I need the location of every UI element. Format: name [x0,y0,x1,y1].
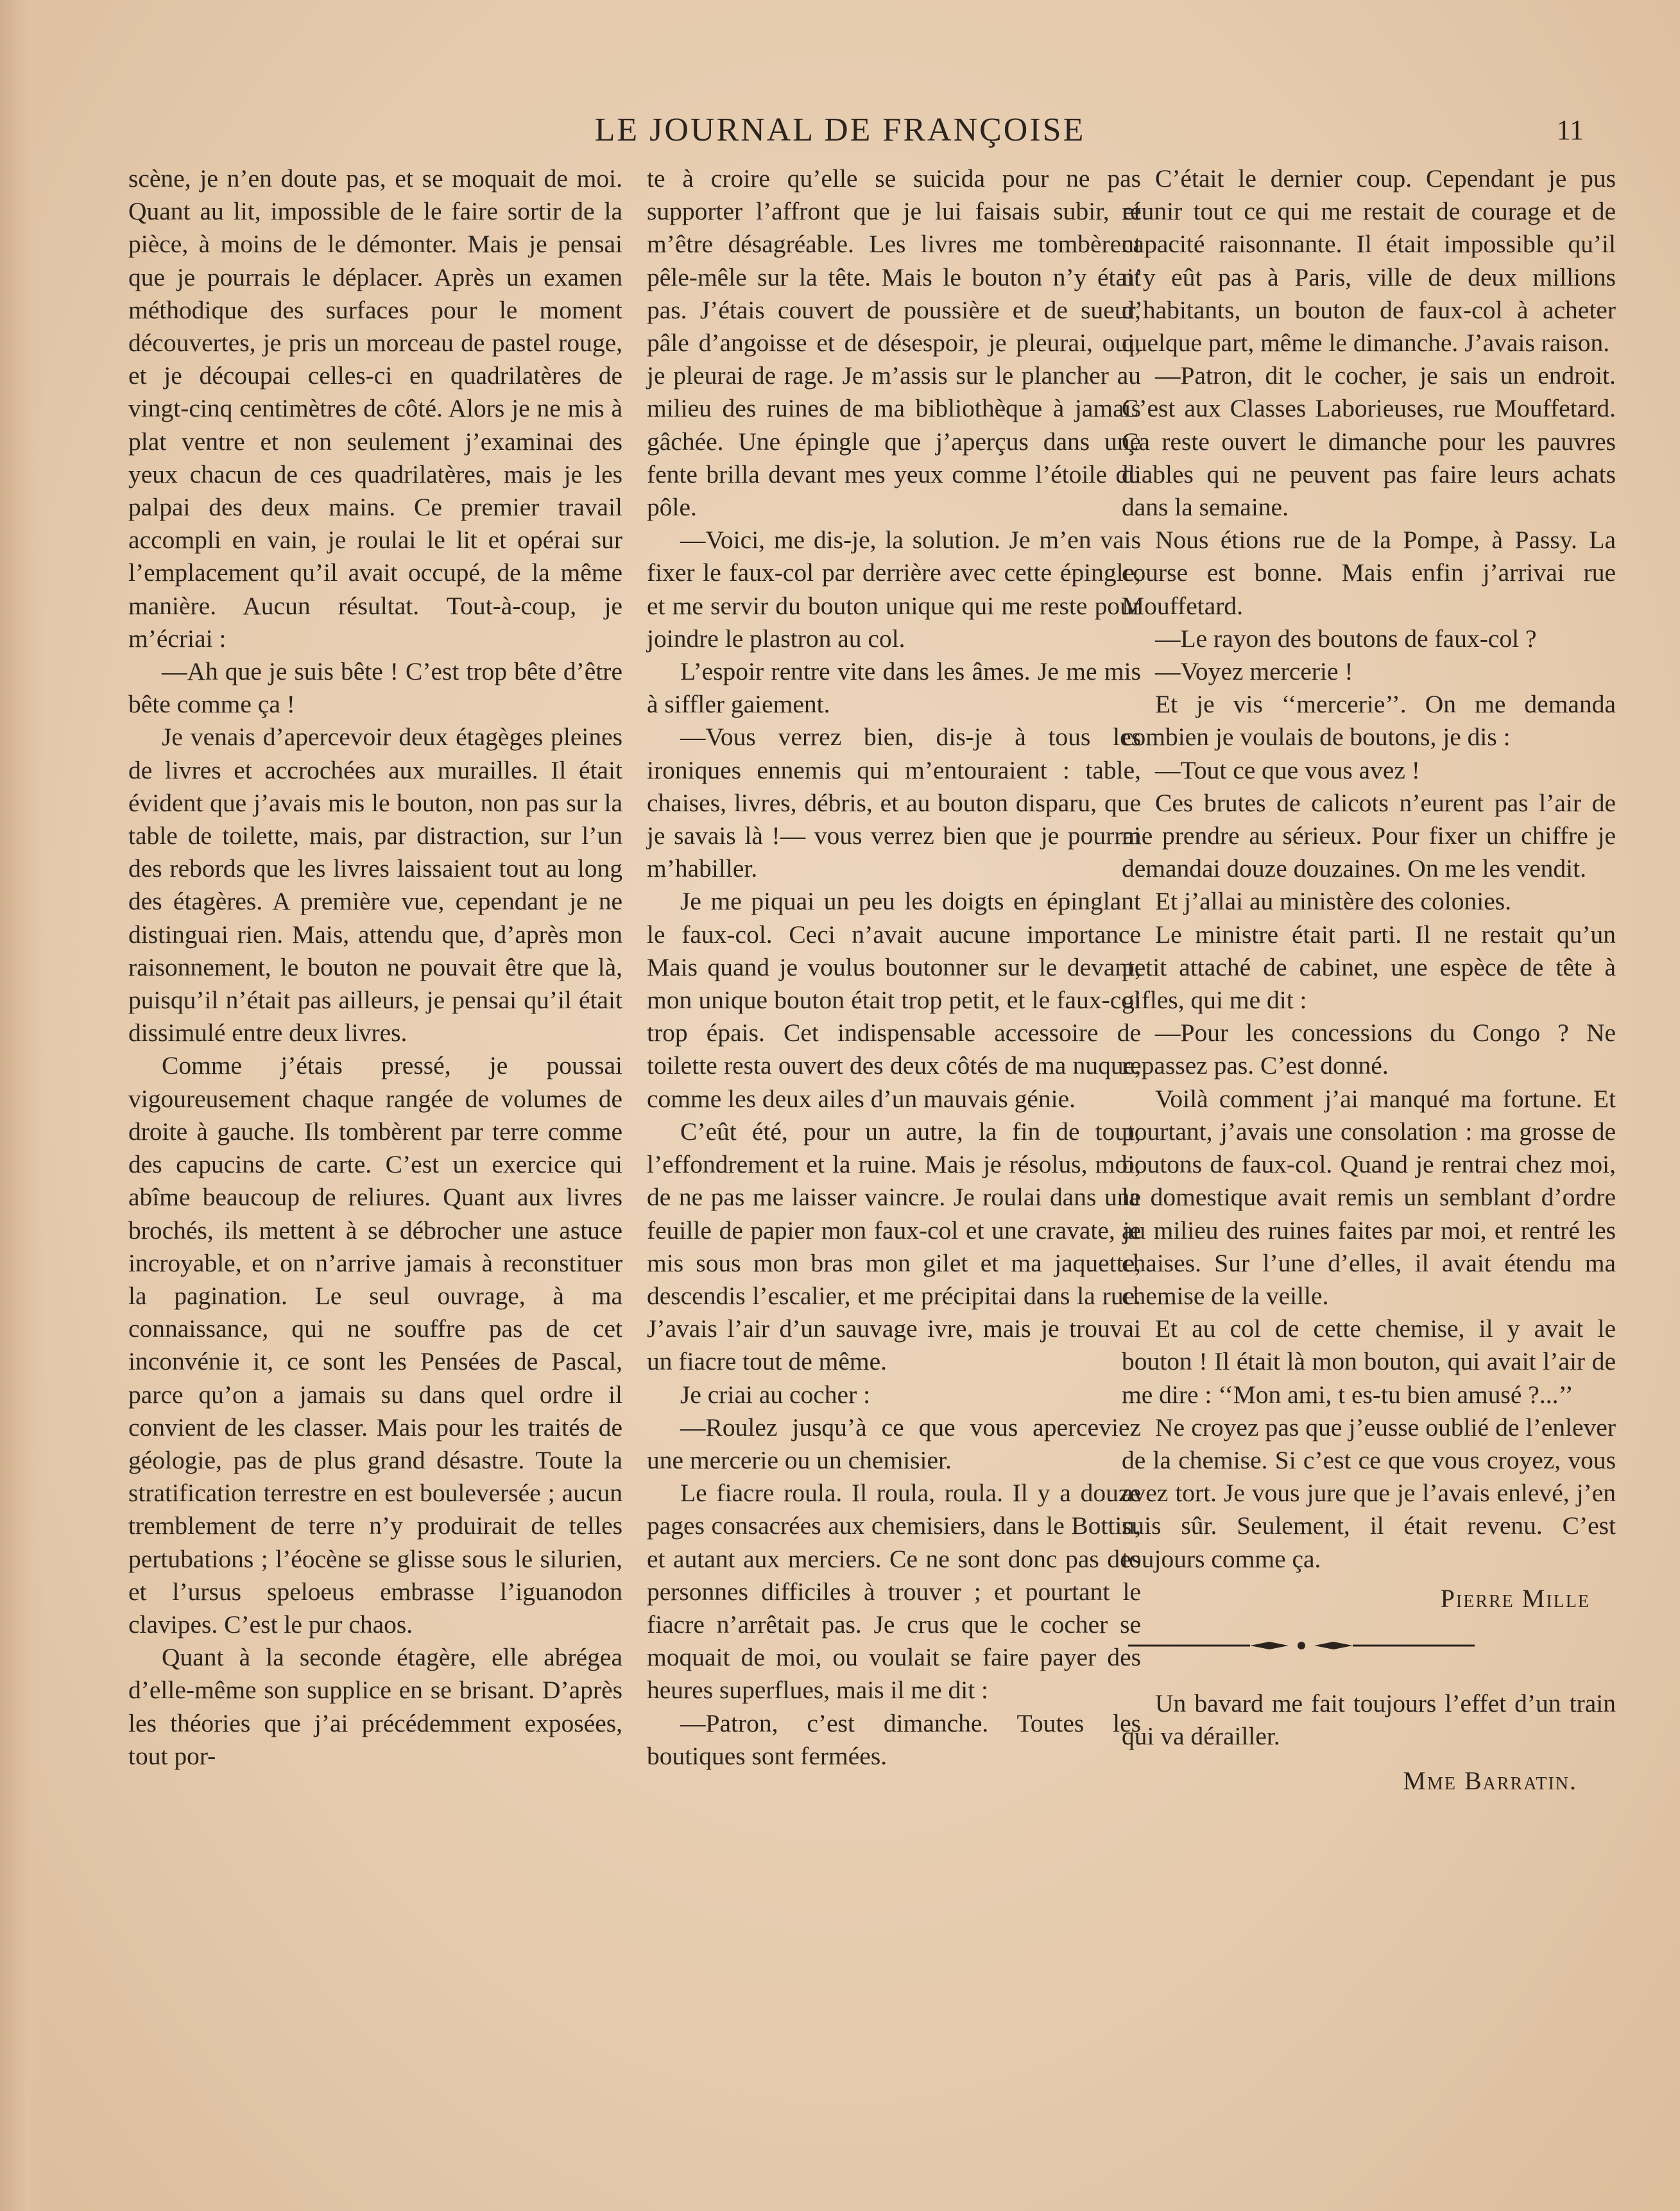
paragraph: Et j’allai au ministère des colonies. [1155,887,1512,916]
paragraph: —Voyez mercerie ! [1155,657,1353,686]
paragraph: L’espoir rentre vite dans les âmes. Je me mis à siffler gaiement. [647,657,1141,719]
article-column-3 [1122,162,1616,1797]
paragraph: C’eût été, pour un autre, la fin de tout, l’effondrement et la ruine. Mais je résolus, moi, de ne pas me laisser vaincre. Je roulai dans une feuille de papier mon faux-col et une cravate, je mis sous mon bras mon gilet et ma jaquette, descendis l’escalier, et me précipitai dans la rue. J’avais l’air d’un sauvage ivre, mais je trouvai un fiacre tout de même. [647,1117,1141,1376]
page-binding-edge [0,0,45,2211]
paragraph: —Tout ce que vous avez ! [1155,755,1420,784]
paragraph: Quant à la seconde étagère, elle abrégea d’elle-même son supplice en se brisant. D’après les théories que j’ai précédemment exposées, tout por- [128,1643,622,1770]
paragraph: scène, je n’en doute pas, et se moquait de moi. Quant au lit, impossible de le faire sortir de la pièce, à moins de le démonter. Mais je pensai que je pourrais le déplacer. Après un examen méthodique des surfaces pour le moment découvertes, je pris un morceau de pastel rouge, et je découpai celles-ci en quadrilatères de vingt-cinq centimètres de côté. Alors je ne mis à plat ventre et non seulement j’examinai des yeux chacun de ces quadrilatères, mais je les palpai des deux mains. Ce premier travail accompli en vain, je roulai le lit et opérai sur l’emplacement qu’il avait occupé, de la même manière. Aucun résultat. Tout-à-coup, je m’écriai : [128,164,622,653]
paragraph: Et au col de cette chemise, il y avait le bouton ! Il était là mon bouton, qui avait l’air de me dire : ‘‘Mon ami, t es-tu bien amusé ?...’’ [1122,1314,1616,1409]
article-column-1 [128,162,622,1773]
paragraph: —Vous verrez bien, dis-je à tous les ironiques ennemis qui m’entouraient : table, chaises, livres, débris, et au bouton disparu, que je savais là !— vous verrez bien que je pourrai m’habiller. [647,723,1141,883]
paragraph: —Patron, dit le cocher, je sais un endroit. C’est aux Classes Laborieuses, rue Mouffetard. Ça reste ouvert le dimanche pour les pauvres diables qui ne peuvent pas faire leurs achats dans la semaine. [1122,361,1616,522]
paragraph: —Patron, c’est dimanche. Toutes les boutiques sont fermées. [647,1708,1141,1770]
paragraph: —Roulez jusqu’à ce que vous aperceviez une mercerie ou un chemisier. [647,1413,1141,1474]
paragraph: Comme j’étais pressé, je poussai vigoureusement chaque rangée de volumes de droite à gauche. Ils tombèrent par terre comme des capucins de carte. C’est un exercice qui abîme beaucoup de reliures. Quant aux livres brochés, ils mettent à se débrocher une astuce incroyable, et on n’arrive jamais à reconstituer la pagination. Le seul ouvrage, à ma connaissance, qui ne souffre pas de cet inconvénie it, ce sont les Pensées de Pascal, parce qu’on a jamais su dans quel ordre il convient de les classer. Mais pour les traités de géologie, pas de plus grand désastre. Toute la stratification terrestre en est bouleversée ; aucun tremblement de terre n’y produirait de telles pertubations ; l’éocène se glisse sous le silurien, et l’ursus speloeus embrasse l’iguanodon clavipes. C’est le pur chaos. [128,1051,622,1639]
paragraph: —Le rayon des boutons de faux-col ? [1155,624,1537,653]
paragraph: Je venais d’apercevoir deux étagèges pleines de livres et accrochées aux murailles. Il était évident que j’avais mis le bouton, non pas sur la table de toilette, mais, par distraction, sur l’un des rebords que les livres laissaient tout au long des étagères. A première vue, cependant je ne distinguai rien. Mais, attendu que, d’après mon raisonnement, le bouton ne pouvait être que là, puisqu’il n’était pas ailleurs, je pensai qu’il était dissimulé entre deux livres. [128,723,622,1047]
journal-title: LE JOURNAL DE FRANÇOISE [594,112,1086,148]
author-signature: Pierre Mille [1440,1583,1590,1613]
paragraph: C’était le dernier coup. Cependant je pus réunir tout ce qui me restait de courage et de capacité raisonnante. Il était impossible qu’il n’y eût pas à Paris, ville de deux millions d’habitants, un bouton de faux-col à acheter quelque part, même le dimanche. J’avais raison. [1122,164,1616,357]
article-column-2 [647,162,1141,1773]
ornamental-divider [1122,1634,1481,1657]
paragraph: Le fiacre roula. Il roula, roula. Il y a douze pages consacrées aux chemisiers, dans le Bottin, et autant aux merciers. Ce ne sont donc pas des personnes difficiles à trouver ; et pourtant le fiacre n’arrêtait pas. Je crus que le cocher se moquait de moi, ou voulait se faire payer des heures superflues, mais il me dit : [647,1479,1141,1705]
paragraph: Et je vis ‘‘mercerie’’. On me demanda combien je voulais de boutons, je dis : [1122,690,1616,752]
paragraph: —Ah que je suis bête ! C’est trop bête d’être bête comme ça ! [128,657,622,719]
paragraph: —Voici, me dis-je, la solution. Je m’en vais fixer le faux-col par derrière avec cette épingle, et me servir du bouton unique qui me reste pour joindre le plastron au col. [647,526,1141,653]
paragraph: Voilà comment j’ai manqué ma fortune. Et pourtant, j’avais une consolation : ma grosse de boutons de faux-col. Quand je rentrai chez moi, la domestique avait remis un semblant d’ordre au milieu des ruines faites par moi, et rentré les chaises. Sur l’une d’elles, il avait étendu ma chemise de la veille. [1122,1084,1616,1310]
paragraph: Ne croyez pas que j’eusse oublié de l’enlever de la chemise. Si c’est ce que vous croyez, vous avez tort. Je vous jure que je l’avais enlevé, j’en suis sûr. Seulement, il était revenu. C’est toujours comme ça. [1122,1413,1616,1573]
paragraph: Nous étions rue de la Pompe, à Passy. La course est bonne. Mais enfin j’arrivai rue Mouffetard. [1122,526,1616,620]
page-number: 11 [1556,114,1584,146]
paragraph: —Pour les concessions du Congo ? Ne repassez pas. C’est donné. [1122,1019,1616,1080]
paragraph: Je me piquai un peu les doigts en épinglant le faux-col. Ceci n’avait aucune importance Mais quand je voulus boutonner sur le devant, mon unique bouton était trop petit, et le faux-col trop épais. Cet indispensable accessoire de toilette resta ouvert des deux côtés de ma nuque, comme les deux ailes d’un mauvais génie. [647,887,1141,1113]
paragraph: te à croire qu’elle se suicida pour ne pas supporter l’affront que je lui faisais subir, et m’être désagréable. Les livres me tombèrent pêle-mêle sur la tête. Mais le bouton n’y était pas. J’étais couvert de poussière et de sueur, pâle d’angoisse et de désespoir, je pleurai, oui, je pleurai de rage. Je m’assis sur le plancher au milieu des ruines de ma bibliothèque à jamais gâchée. Une épingle que j’aperçus dans une fente brilla devant mes yeux comme l’étoile du pôle. [647,164,1141,522]
epigram-author: Mme Barratin. [1403,1766,1577,1796]
paragraph: Je criai au cocher : [680,1380,871,1409]
epigram-text: Un bavard me fait toujours l’effet d’un train qui va dérailler. [1122,1689,1616,1751]
paragraph: Le ministre était parti. Il ne restait qu’un petit attaché de cabinet, une espèce de tête à gifles, qui me dit : [1122,920,1616,1015]
paragraph: Ces brutes de calicots n’eurent pas l’air de me prendre au sérieux. Pour fixer un chiffre je demandai douze douzaines. On me les vendit. [1122,788,1616,883]
